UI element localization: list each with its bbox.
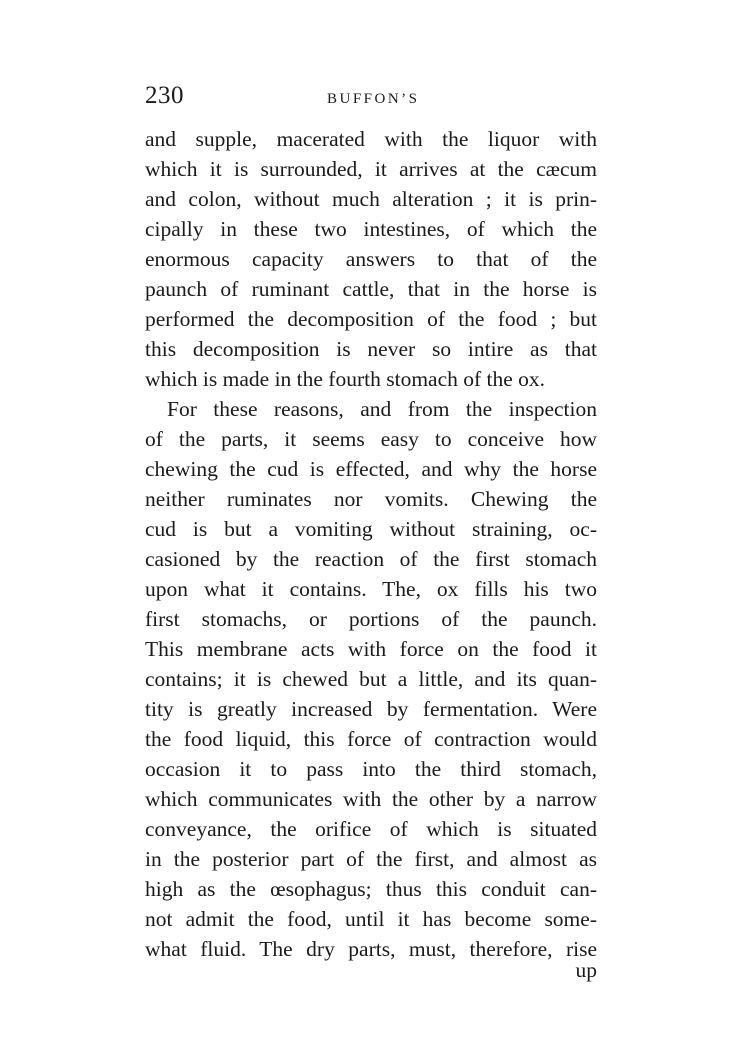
text-line: cipally in these two intestines, of which the [145,217,597,241]
text-line: and colon, without much alteration ; it is prin- [145,187,597,211]
text-line: chewing the cud is effected, and why the horse [145,457,597,481]
text-line: occasion it to pass into the third stomach, [145,757,597,781]
text-line: what fluid. The dry parts, must, therefore, rise [145,937,597,961]
text-line: high as the œsophagus; thus this conduit can- [145,877,597,901]
text-line: contains; it is chewed but a little, and its quan- [145,667,597,691]
text-line: which communicates with the other by a narrow [145,787,597,811]
text-line: tity is greatly increased by fermentation. Were [145,697,597,721]
catchword: up [575,958,597,982]
page-header [145,82,597,116]
text-line: this decomposition is never so intire as that [145,337,597,361]
text-line: cud is but a vomiting without straining, oc- [145,517,597,541]
text-line: conveyance, the orifice of which is situated [145,817,597,841]
text-line: which it is surrounded, it arrives at the cæcum [145,157,597,181]
text-line: For these reasons, and from the inspection [167,397,597,421]
text-line: paunch of ruminant cattle, that in the horse is [145,277,597,301]
text-line: enormous capacity answers to that of the [145,247,597,271]
text-line: performed the decomposition of the food ; but [145,307,597,331]
text-line: first stomachs, or portions of the paunch. [145,607,597,631]
text-line: not admit the food, until it has become some- [145,907,597,931]
text-line: and supple, macerated with the liquor with [145,127,597,151]
text-line: which is made in the fourth stomach of the ox. [145,367,546,391]
text-line: of the parts, it seems easy to conceive how [145,427,597,451]
text-line: in the posterior part of the first, and almost as [145,847,597,871]
running-head: BUFFON’S [327,91,420,107]
page-number: 230 [145,82,184,109]
body-text [145,124,597,964]
text-line: upon what it contains. The, ox fills his two [145,577,597,601]
text-line: the food liquid, this force of contraction would [145,727,597,751]
text-line: casioned by the reaction of the first stomach [145,547,597,571]
text-line: This membrane acts with force on the food it [145,637,597,661]
text-line: neither ruminates nor vomits. Chewing the [145,487,597,511]
